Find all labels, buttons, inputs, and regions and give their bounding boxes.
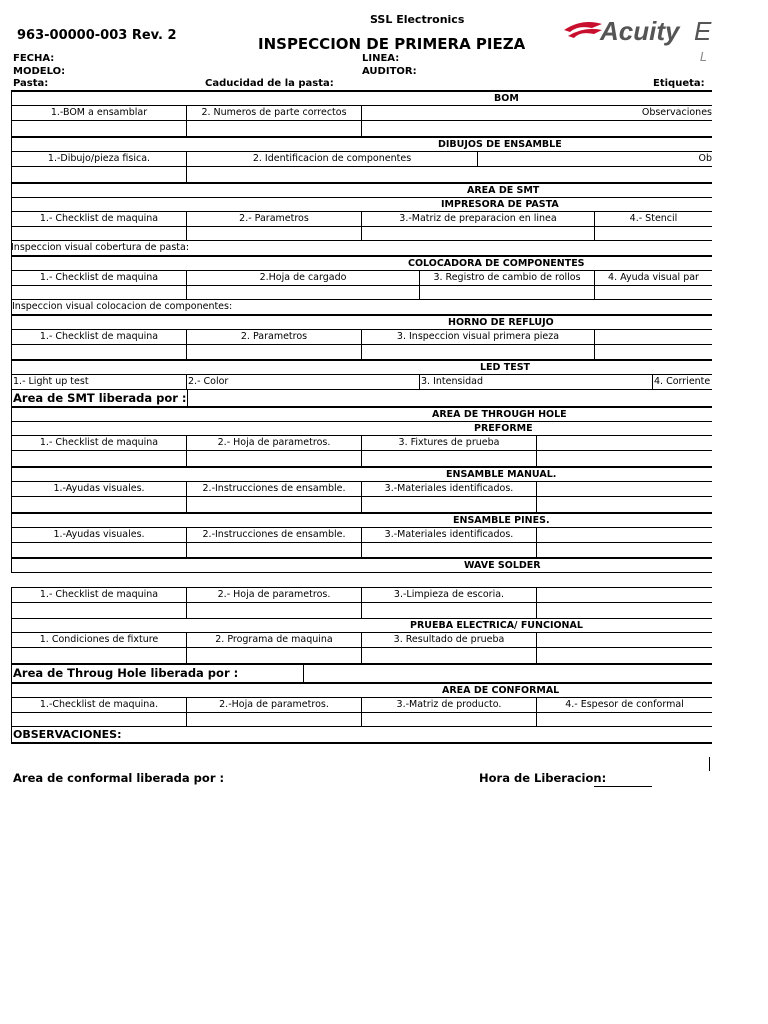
bom-cell-1: 1.-BOM a ensamblar <box>12 106 187 120</box>
prueba-header-row <box>12 633 712 648</box>
wave-input-4[interactable] <box>537 603 712 618</box>
wave-section <box>12 559 712 573</box>
led-title: LED TEST <box>480 362 531 373</box>
wave-input-3[interactable] <box>362 603 537 618</box>
manual-section <box>12 468 712 482</box>
wave-title: WAVE SOLDER <box>464 560 541 571</box>
conformal-input-4[interactable] <box>537 713 712 726</box>
manual-header-row <box>12 482 712 497</box>
prueba-input-2[interactable] <box>187 648 362 663</box>
caducidad-label: Caducidad de la pasta: <box>205 78 334 89</box>
preforme-input-2[interactable] <box>187 451 362 466</box>
preforme-cell-4 <box>537 436 712 450</box>
bom-header-row <box>12 106 712 121</box>
manual-cell-4 <box>537 482 712 496</box>
prueba-cell-4 <box>537 633 712 647</box>
colocadora-input-2[interactable] <box>187 286 420 299</box>
pines-input-2[interactable] <box>187 543 362 557</box>
preforme-cell-2: 2.- Hoja de parametros. <box>187 436 362 450</box>
impresora-input-4[interactable] <box>595 227 712 240</box>
manual-cell-3: 3.-Materiales identificados. <box>362 482 537 496</box>
impresora-cell-3: 3.-Matriz de preparacion en linea <box>362 212 595 226</box>
smt-released-field[interactable] <box>187 390 188 406</box>
led-section <box>12 361 712 375</box>
horno-header-row <box>12 330 712 345</box>
colocadora-section <box>12 255 712 271</box>
dibujos-cell-2: 2. Identificacion de componentes <box>187 152 478 166</box>
conformal-cell-4: 4.- Espesor de conformal <box>565 699 684 710</box>
horno-section <box>12 314 712 330</box>
horno-input-1[interactable] <box>12 345 187 359</box>
pines-cell-4 <box>537 528 712 542</box>
th-released-row <box>12 665 712 684</box>
modelo-label: MODELO: <box>13 66 66 77</box>
manual-cell-1: 1.-Ayudas visuales. <box>12 482 187 496</box>
prueba-title: PRUEBA ELECTRICA/ FUNCIONAL <box>410 620 583 631</box>
colocadora-input-1[interactable] <box>12 286 187 299</box>
prueba-input-3[interactable] <box>362 648 537 663</box>
document-number: 963-00000-003 Rev. 2 <box>17 28 177 43</box>
preforme-input-1[interactable] <box>12 451 187 466</box>
preforme-section <box>12 422 712 436</box>
bom-cell-2: 2. Numeros de parte correctos <box>187 106 362 120</box>
dibujos-input-row <box>12 167 712 184</box>
manual-title: ENSAMBLE MANUAL. <box>446 469 557 480</box>
colocadora-input-3[interactable] <box>420 286 595 299</box>
observaciones-row <box>12 727 712 744</box>
wave-cell-4 <box>537 588 712 602</box>
bom-input-2[interactable] <box>187 121 362 136</box>
preforme-input-3[interactable] <box>362 451 537 466</box>
impresora-cell-2: 2.- Parametros <box>187 212 362 226</box>
prueba-cell-1: 1. Condiciones de fixture <box>12 633 187 647</box>
manual-input-row <box>12 497 712 514</box>
pines-header-row <box>12 528 712 543</box>
smt-released-label: Area de SMT liberada por : <box>13 391 187 405</box>
prueba-input-1[interactable] <box>12 648 187 663</box>
colocadora-cell-1: 1.- Checklist de maquina <box>12 271 187 285</box>
bom-input-1[interactable] <box>12 121 187 136</box>
horno-input-2[interactable] <box>187 345 362 359</box>
pines-input-3[interactable] <box>362 543 537 557</box>
smt-title: AREA DE SMT <box>467 185 540 196</box>
led-cell-1: 1.- Light up test <box>12 375 187 389</box>
impresora-note: Inspeccion visual cobertura de pasta: <box>11 242 190 253</box>
conformal-input-3[interactable] <box>362 713 537 726</box>
wave-input-2[interactable] <box>187 603 362 618</box>
conformal-header-row <box>12 698 712 713</box>
impresora-cell-1: 1.- Checklist de maquina <box>12 212 187 226</box>
impresora-input-2[interactable] <box>187 227 362 240</box>
horno-cell-4 <box>595 330 712 344</box>
wave-cell-1: 1.- Checklist de maquina <box>12 588 187 602</box>
colocadora-input-4[interactable] <box>595 286 712 299</box>
led-cell-3: 3. Intensidad <box>420 375 653 389</box>
preforme-cell-1: 1.- Checklist de maquina <box>12 436 187 450</box>
pasta-label: Pasta: <box>13 78 49 89</box>
manual-input-1[interactable] <box>12 497 187 512</box>
preforme-input-4[interactable] <box>537 451 712 466</box>
bom-section <box>12 90 712 106</box>
bom-input-3[interactable] <box>362 121 712 136</box>
preforme-header-row <box>12 436 712 451</box>
hora-liberacion-label: Hora de Liberacion: <box>479 771 607 785</box>
pines-cell-1: 1.-Ayudas visuales. <box>12 528 187 542</box>
logo-text: Acuity <box>600 16 680 46</box>
impresora-input-1[interactable] <box>12 227 187 240</box>
dibujos-cell-1: 1.-Dibujo/pieza fisica. <box>12 152 187 166</box>
colocadora-cell-2: 2.Hoja de cargado <box>187 271 420 285</box>
wave-cell-3: 3.-Limpieza de escoria. <box>362 588 537 602</box>
dibujos-cell-3: Ob <box>698 153 712 164</box>
preforme-input-row <box>12 451 712 468</box>
conformal-title: AREA DE CONFORMAL <box>442 685 560 696</box>
prueba-input-4[interactable] <box>537 648 712 663</box>
prueba-cell-3: 3. Resultado de prueba <box>362 633 537 647</box>
pines-input-1[interactable] <box>12 543 187 557</box>
horno-cell-3: 3. Inspeccion visual primera pieza <box>362 330 595 344</box>
led-cell-4: 4. Corriente <box>654 376 711 387</box>
conformal-released-label: Area de conformal liberada por : <box>13 771 225 785</box>
inspection-form <box>11 90 712 744</box>
pines-section <box>12 514 712 528</box>
th-released-label: Area de Throug Hole liberada por : <box>13 666 239 680</box>
pines-input-row <box>12 543 712 559</box>
colocadora-title: COLOCADORA DE COMPONENTES <box>408 258 585 269</box>
smt-released-row <box>12 390 712 408</box>
company-name: SSL Electronics <box>370 13 465 26</box>
page-title: INSPECCION DE PRIMERA PIEZA <box>258 35 526 53</box>
preforme-cell-3: 3. Fixtures de prueba <box>362 436 537 450</box>
wave-input-1[interactable] <box>12 603 187 618</box>
manual-input-4[interactable] <box>537 497 712 512</box>
th-section <box>12 408 712 422</box>
prueba-input-row <box>12 648 712 665</box>
manual-input-3[interactable] <box>362 497 537 512</box>
th-title: AREA DE THROUGH HOLE <box>432 409 567 420</box>
bom-input-row <box>12 121 712 138</box>
colocadora-note-row <box>12 300 712 314</box>
fecha-label: FECHA: <box>13 53 55 64</box>
colocadora-cell-3: 3. Registro de cambio de rollos <box>420 271 595 285</box>
auditor-label: AUDITOR: <box>362 66 417 77</box>
conformal-input-2[interactable] <box>187 713 362 726</box>
pines-title: ENSAMBLE PINES. <box>453 515 550 526</box>
observaciones-label: OBSERVACIONES: <box>13 728 122 741</box>
dibujos-title: DIBUJOS DE ENSAMBLE <box>438 139 562 150</box>
led-header-row <box>12 375 712 390</box>
wave-input-row <box>12 603 712 619</box>
horno-title: HORNO DE REFLUJO <box>448 317 554 328</box>
colocadora-cell-4: 4. Ayuda visual par <box>608 272 699 283</box>
conformal-input-1[interactable] <box>12 713 187 726</box>
wave-gap <box>11 573 712 587</box>
bom-title: BOM <box>494 93 519 104</box>
led-cell-2: 2.- Color <box>187 375 420 389</box>
th-released-field[interactable] <box>303 665 304 682</box>
impresora-input-row <box>12 227 712 241</box>
impresora-cell-4: 4.- Stencil <box>629 213 678 224</box>
dibujos-header-row <box>12 152 712 167</box>
impresora-input-3[interactable] <box>362 227 595 240</box>
bom-cell-3: Observaciones <box>641 107 712 118</box>
conformal-section <box>12 684 712 698</box>
impresora-note-row <box>11 241 712 255</box>
horno-input-3[interactable] <box>362 345 595 359</box>
svg-text:E: E <box>694 16 712 46</box>
manual-input-2[interactable] <box>187 497 362 512</box>
wave-header-row <box>12 587 712 603</box>
dibujos-input-2[interactable] <box>187 167 712 182</box>
logo-subtext: L <box>700 50 707 64</box>
etiqueta-label: Etiqueta: <box>653 78 705 89</box>
prueba-section <box>12 619 712 633</box>
prueba-cell-2: 2. Programa de maquina <box>187 633 362 647</box>
observaciones-edge <box>709 757 710 771</box>
pines-cell-3: 3.-Materiales identificados. <box>362 528 537 542</box>
wave-cell-2: 2.- Hoja de parametros. <box>187 588 362 602</box>
horno-input-4[interactable] <box>595 345 712 359</box>
horno-cell-2: 2. Parametros <box>187 330 362 344</box>
colocadora-header-row <box>12 271 712 286</box>
horno-input-row <box>12 345 712 361</box>
horno-cell-1: 1.- Checklist de maquina <box>12 330 187 344</box>
colocadora-note: Inspeccion visual colocacion de componentes: <box>12 301 233 312</box>
preforme-title: PREFORME <box>474 423 533 434</box>
impresora-section <box>12 198 712 212</box>
conformal-input-row <box>12 713 712 727</box>
conformal-cell-3: 3.-Matriz de producto. <box>362 698 537 712</box>
company-logo <box>562 16 712 46</box>
smt-section <box>12 184 712 198</box>
manual-cell-2: 2.-Instrucciones de ensamble. <box>187 482 362 496</box>
dibujos-section <box>12 138 712 152</box>
hora-liberacion-field[interactable] <box>594 786 652 787</box>
colocadora-input-row <box>12 286 712 300</box>
dibujos-input-1[interactable] <box>12 167 187 182</box>
conformal-cell-1: 1.-Checklist de maquina. <box>12 698 187 712</box>
logo-swoosh-icon <box>562 16 712 46</box>
pines-input-4[interactable] <box>537 543 712 557</box>
impresora-header-row <box>12 212 712 227</box>
conformal-cell-2: 2.-Hoja de parametros. <box>187 698 362 712</box>
impresora-title: IMPRESORA DE PASTA <box>441 199 559 210</box>
pines-cell-2: 2.-Instrucciones de ensamble. <box>187 528 362 542</box>
linea-label: LINEA: <box>362 53 400 64</box>
